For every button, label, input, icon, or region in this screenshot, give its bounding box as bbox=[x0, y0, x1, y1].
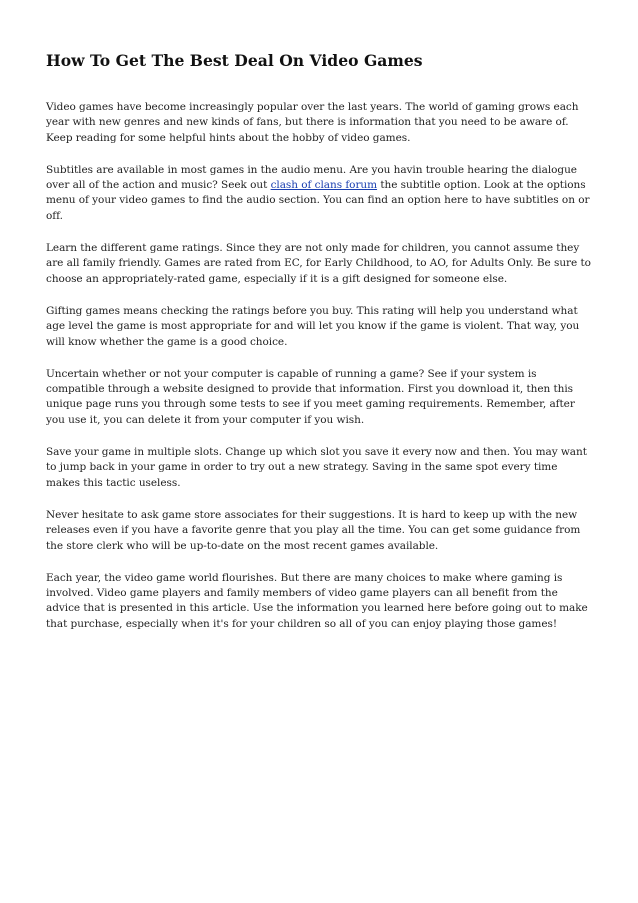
clash-of-clans-forum-link[interactable]: clash of clans forum bbox=[270, 179, 378, 192]
paragraph-subtitles bbox=[46, 163, 594, 224]
document-title: How To Get The Best Deal On Video Games bbox=[46, 51, 423, 70]
paragraph-store-associates: Never hesitate to ask game store associates for their suggestions. It is hard to keep up with the new releases even if you have a favorite genre that you play all the time. You can get some guidance from the store clerk who will be up-to-date on the most recent games available. bbox=[46, 508, 581, 552]
paragraph-system-check: Uncertain whether or not your computer is capable of running a game? See if your system is compatible through a website designed to provide that information. First you download it, then this unique page runs you through some tests to see if you meet gaming requirements. Remember, after you use it, you can delete it from your computer if you wish. bbox=[46, 367, 575, 426]
paragraph-gifting: Gifting games means checking the ratings before you buy. This rating will help you understand what age level the game is most appropriate for and will let you know if the game is violent. That way, you will know whether the game is a good choice. bbox=[46, 304, 580, 348]
paragraph-conclusion: Each year, the video game world flourishes. But there are many choices to make where gaming is involved. Video game players and family members of video game players can all benefit from the advice that is presented in this article. Use the information you learned here before going out to make that purchase, especially when it's for your children so all of you can enjoy playing those games! bbox=[46, 571, 588, 630]
paragraph-ratings: Learn the different game ratings. Since they are not only made for children, you cannot assume they are all family friendly. Games are rated from EC, for Early Childhood, to AO, for Adults Only. Be sure to choose an appropriately-rated game, especially if it is a gift designed for someone else. bbox=[46, 242, 591, 285]
paragraph-subtitles-text-before: Subtitles are available in most games in the audio menu. Are you havin trouble hearing the dialogue over all of the action and music? Seek out bbox=[46, 163, 577, 192]
paragraph-intro: Video games have become increasingly popular over the last years. The world of gaming grows each year with new genres and new kinds of fans, but there is information that you need to be aware of. Keep reading for some helpful hints about the hobby of video games. bbox=[46, 101, 579, 144]
paragraph-subtitles-text-after: the subtitle option. Look at the options menu of your video games to find the audio section. You can find an option here to have subtitles on or off. bbox=[46, 179, 590, 222]
document-page bbox=[46, 50, 594, 649]
paragraph-save-slots: Save your game in multiple slots. Change up which slot you save it every now and then. You may want to jump back in your game in order to try out a new strategy. Saving in the same spot every time makes this tactic useless. bbox=[46, 446, 587, 489]
